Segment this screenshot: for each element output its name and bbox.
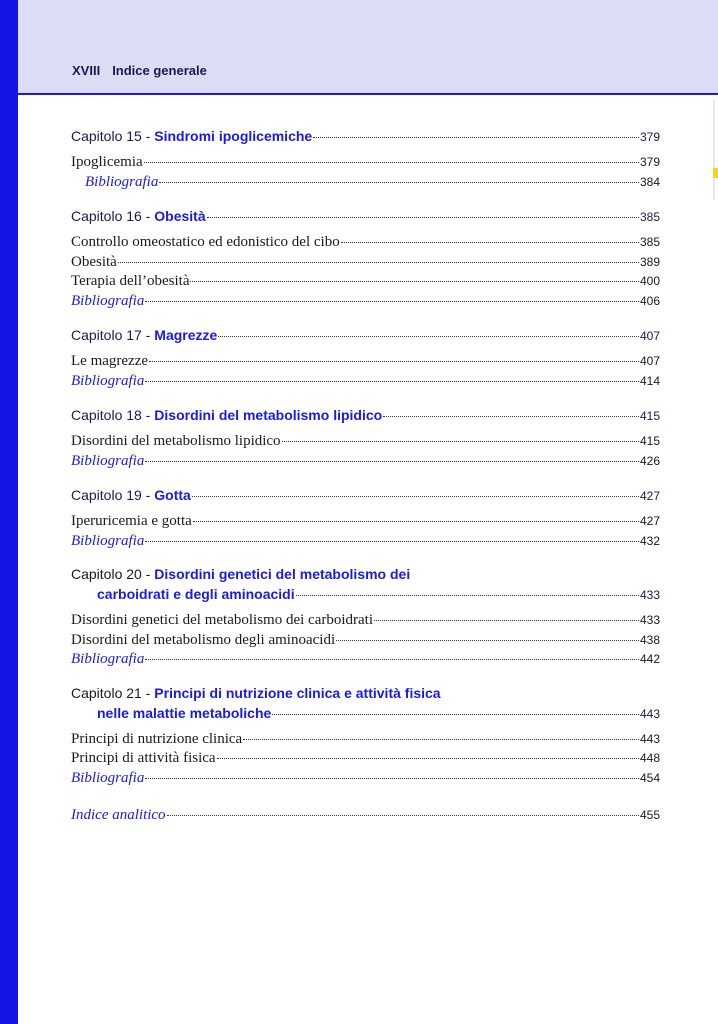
chapter-heading[interactable]	[71, 206, 660, 227]
entry-label: Bibliografia	[85, 173, 159, 190]
entry-label: Bibliografia	[71, 769, 145, 786]
entry-label: Controllo omeostatico ed edonistico del cibo	[71, 234, 340, 250]
toc-entry[interactable]	[71, 631, 660, 651]
dot-leader	[217, 758, 639, 759]
chapter-title: Magrezze	[154, 327, 218, 343]
chapter-page: 443	[639, 706, 660, 721]
entry-label: Disordini del metabolismo lipidico	[71, 433, 281, 449]
dot-leader	[218, 336, 639, 337]
entry-page: 407	[639, 354, 660, 368]
entry-page: 385	[639, 235, 660, 249]
dot-leader	[145, 381, 639, 382]
dot-leader	[207, 217, 639, 218]
chapter-page: 385	[639, 210, 660, 224]
chapter-page: 427	[639, 489, 660, 503]
dot-leader	[145, 659, 639, 660]
entry-label: Terapia dell’obesità	[71, 273, 190, 289]
entry-page: 406	[639, 293, 660, 308]
entry-label: Ipoglicemia	[71, 154, 143, 170]
entry-page: 433	[639, 613, 660, 627]
chapter-16	[71, 206, 660, 311]
dot-leader	[383, 416, 639, 417]
dot-leader	[144, 162, 639, 163]
chapter-title: Principi di nutrizione clinica e attività fisica	[154, 684, 441, 701]
left-margin-bar	[0, 0, 18, 1024]
chapter-page: 379	[639, 130, 660, 144]
chapter-number: Capitolo 15 -	[71, 128, 155, 144]
chapter-15	[71, 126, 660, 192]
chapter-page: 415	[639, 409, 660, 423]
chapter-heading[interactable]	[71, 325, 660, 346]
chapter-number: Capitolo 19 -	[71, 487, 155, 503]
chapter-title: Obesità	[154, 208, 206, 224]
toc-entry[interactable]	[71, 153, 660, 173]
entry-label: Indice analitico	[71, 807, 166, 823]
dot-leader	[145, 541, 639, 542]
chapter-17	[71, 325, 660, 391]
side-tab-marker	[713, 168, 718, 178]
entry-page: 448	[639, 751, 660, 765]
entry-label: Obesità	[71, 253, 117, 270]
chapter-heading-continuation[interactable]	[71, 703, 660, 724]
entry-page: 443	[639, 731, 660, 746]
entry-page: 455	[639, 808, 660, 822]
dot-leader	[272, 714, 639, 715]
chapter-heading[interactable]	[71, 405, 660, 426]
toc-entry-analytic-index[interactable]	[71, 806, 660, 826]
dot-leader	[149, 361, 639, 362]
entry-label: Principi di attività fisica	[71, 750, 216, 766]
chapter-heading[interactable]	[71, 565, 660, 584]
chapter-page: 407	[639, 329, 660, 343]
toc-entry-bibliography[interactable]	[71, 372, 660, 392]
toc-entry-bibliography[interactable]	[71, 650, 660, 670]
dot-leader	[190, 281, 638, 282]
toc-entry-bibliography[interactable]	[71, 769, 660, 789]
dot-leader	[192, 496, 639, 497]
toc-entry[interactable]	[71, 611, 660, 631]
dot-leader	[159, 182, 639, 183]
dot-leader	[296, 595, 639, 596]
running-header-title: Indice generale	[112, 63, 207, 78]
entry-label: Bibliografia	[71, 372, 145, 389]
toc-entry-bibliography[interactable]	[71, 292, 660, 312]
entry-page: 432	[639, 533, 660, 548]
entry-label: Bibliografia	[71, 651, 145, 667]
chapter-18	[71, 405, 660, 471]
page-number-roman: XVIII	[72, 63, 101, 78]
chapter-title: Sindromi ipoglicemiche	[154, 128, 313, 144]
side-line	[713, 100, 715, 200]
entry-label: Bibliografia	[71, 532, 145, 549]
chapter-title-continuation: nelle malattie metaboliche	[97, 704, 272, 721]
dot-leader	[341, 242, 639, 243]
entry-page: 415	[639, 434, 660, 448]
chapter-number: Capitolo 18 -	[71, 407, 155, 423]
dot-leader	[282, 441, 639, 442]
entry-page: 438	[639, 632, 660, 647]
dot-leader	[336, 640, 639, 641]
dot-leader	[145, 778, 639, 779]
entry-label: Bibliografia	[71, 452, 145, 469]
toc-entry[interactable]	[71, 233, 660, 253]
chapter-title-continuation: carboidrati e degli aminoacidi	[97, 586, 295, 602]
toc-entry[interactable]	[71, 730, 660, 750]
entry-page: 379	[639, 155, 660, 169]
toc-entry[interactable]	[71, 253, 660, 273]
toc-entry-bibliography[interactable]	[71, 173, 660, 193]
toc-entry[interactable]	[71, 272, 660, 292]
entry-label: Bibliografia	[71, 292, 145, 309]
entry-page: 426	[639, 453, 660, 468]
table-of-contents	[71, 126, 660, 826]
chapter-title: Disordini genetici del metabolismo dei	[154, 566, 411, 582]
chapter-number: Capitolo 20 -	[71, 566, 155, 582]
dot-leader	[313, 137, 639, 138]
toc-entry[interactable]	[71, 512, 660, 532]
toc-entry-bibliography[interactable]	[71, 452, 660, 472]
entry-page: 400	[639, 274, 660, 288]
chapter-number: Capitolo 21 -	[71, 684, 155, 701]
entry-label: Disordini del metabolismo degli aminoacidi	[71, 631, 336, 648]
dot-leader	[145, 301, 639, 302]
entry-label: Disordini genetici del metabolismo dei carboidrati	[71, 612, 373, 628]
chapter-heading[interactable]	[71, 126, 660, 147]
chapter-title: Disordini del metabolismo lipidico	[154, 407, 383, 423]
entry-page: 427	[639, 514, 660, 528]
toc-entry-bibliography[interactable]	[71, 532, 660, 552]
entry-page: 442	[639, 652, 660, 666]
entry-label: Le magrezze	[71, 353, 149, 369]
running-header	[72, 63, 207, 78]
entry-page: 389	[639, 254, 660, 269]
dot-leader	[167, 815, 639, 816]
chapter-number: Capitolo 17 -	[71, 327, 155, 343]
chapter-19	[71, 485, 660, 551]
entry-label: Iperuricemia e gotta	[71, 513, 192, 529]
entry-page: 384	[639, 174, 660, 189]
chapter-number: Capitolo 16 -	[71, 208, 155, 224]
header-rule	[18, 93, 718, 95]
chapter-title: Gotta	[154, 487, 191, 503]
chapter-heading-continuation[interactable]	[71, 584, 660, 605]
chapter-page: 433	[639, 588, 660, 602]
dot-leader	[374, 620, 639, 621]
header-band	[18, 0, 718, 93]
entry-page: 414	[639, 373, 660, 388]
dot-leader	[243, 739, 639, 740]
toc-entry[interactable]	[71, 432, 660, 452]
dot-leader	[193, 521, 639, 522]
entry-label: Principi di nutrizione clinica	[71, 730, 243, 747]
chapter-21	[71, 684, 660, 789]
dot-leader	[118, 262, 639, 263]
dot-leader	[145, 461, 639, 462]
toc-entry[interactable]	[71, 352, 660, 372]
chapter-heading[interactable]	[71, 684, 660, 703]
chapter-20	[71, 565, 660, 670]
entry-page: 454	[639, 770, 660, 785]
chapter-heading[interactable]	[71, 485, 660, 506]
toc-entry[interactable]	[71, 749, 660, 769]
